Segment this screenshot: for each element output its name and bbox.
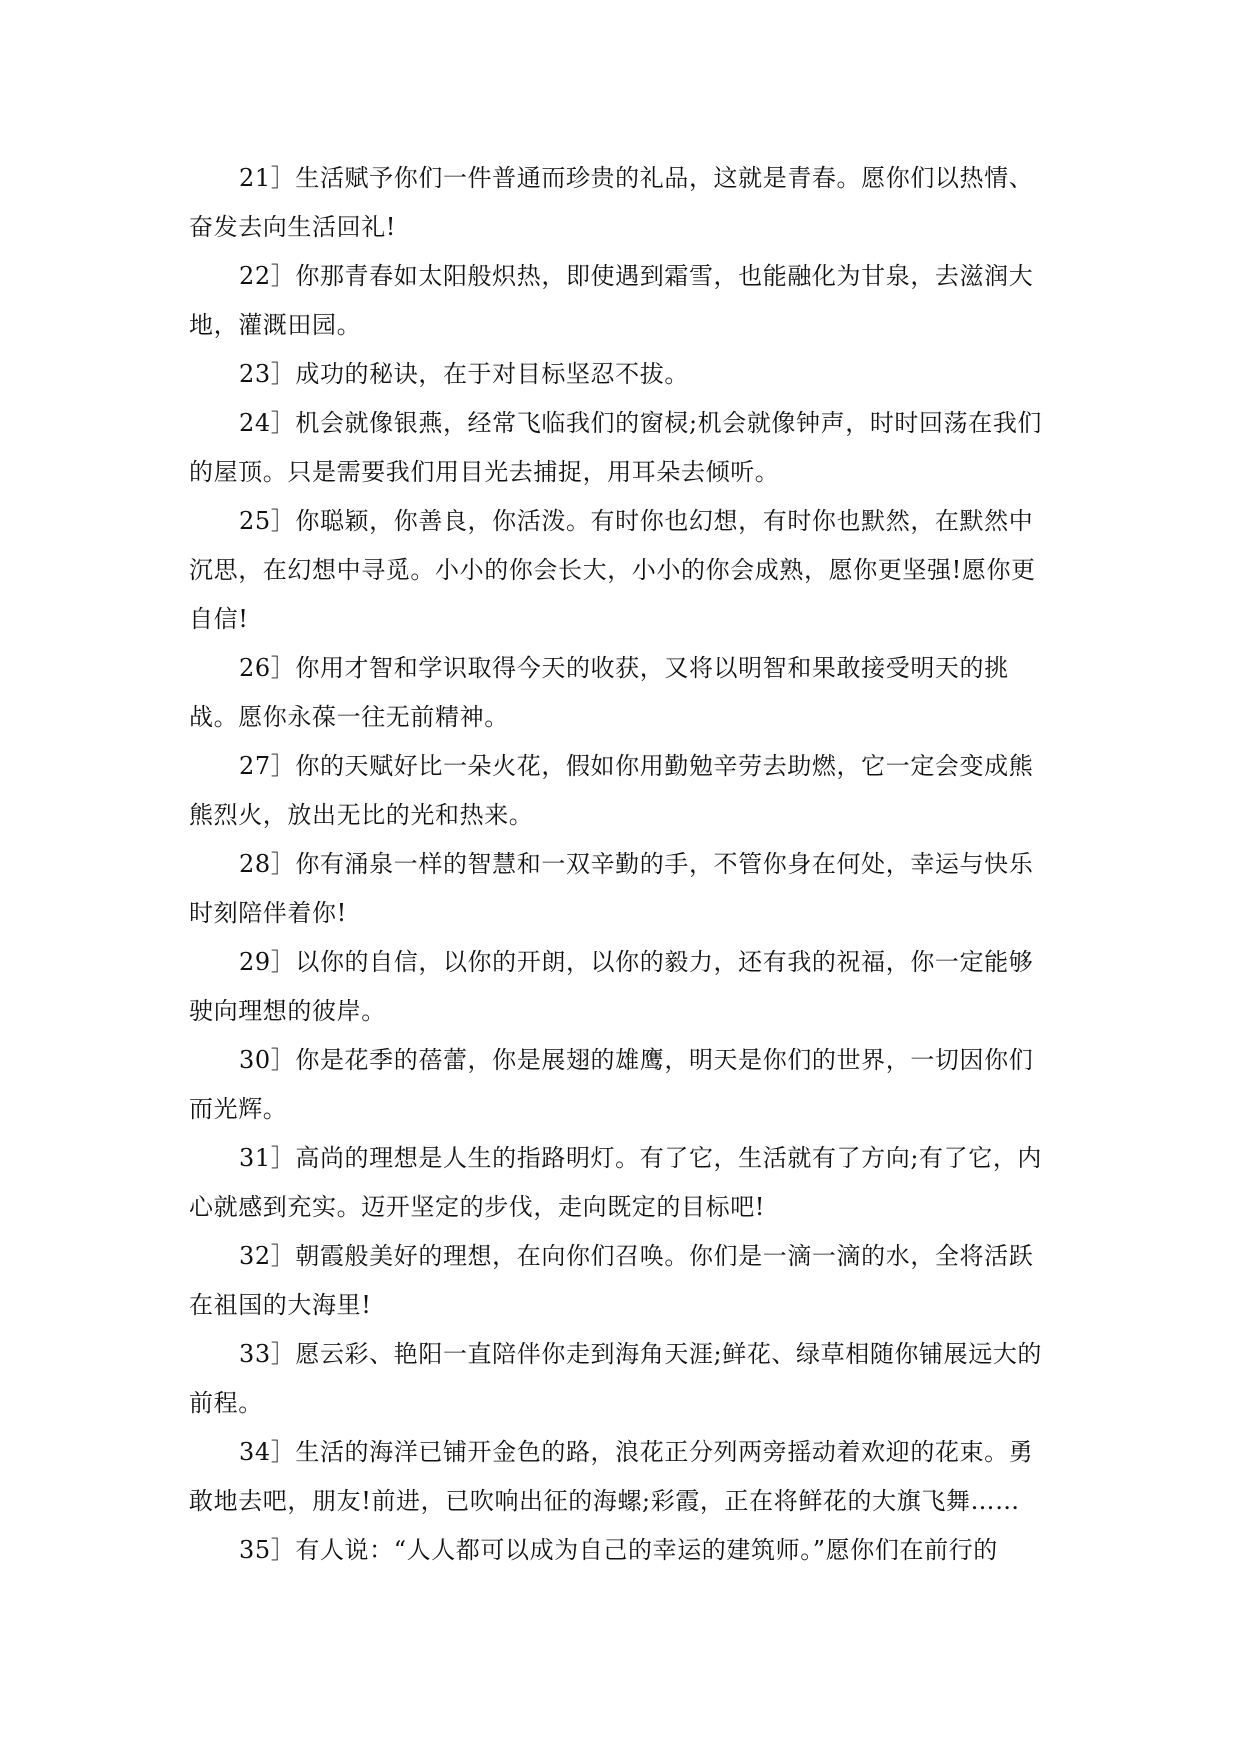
paragraph-26: 26］你用才智和学识取得今天的收获，又将以明智和果敢接受明天的挑战。愿你永葆一往无前精神。 (189, 654, 1009, 731)
paragraph-27: 27］你的天赋好比一朵火花，假如你用勤勉辛劳去助燃，它一定会变成熊熊烈火，放出无比的光和热来。 (189, 752, 1034, 829)
paragraph-35: 35］有人说：“人人都可以成为自己的幸运的建筑师。”愿你们在前行的 (239, 1536, 998, 1564)
paragraph-29: 29］以你的自信，以你的开朗，以你的毅力，还有我的祝福，你一定能够驶向理想的彼岸。 (189, 948, 1034, 1025)
paragraph-25: 25］你聪颖，你善良，你活泼。有时你也幻想，有时你也默然，在默然中沉思，在幻想中寻觅。小小的你会长大，小小的你会成熟，愿你更坚强!愿你更自信! (189, 507, 1036, 633)
paragraph-34: 34］生活的海洋已铺开金色的路，浪花正分列两旁摇动着欢迎的花束。勇敢地去吧，朋友!前进，已吹响出征的海螺;彩霞，正在将鲜花的大旗飞舞…… (189, 1438, 1034, 1515)
paragraph-23: 23］成功的秘诀，在于对目标坚忍不拔。 (239, 360, 689, 388)
paragraph-31: 31］高尚的理想是人生的指路明灯。有了它，生活就有了方向;有了它，内心就感到充实。迈开坚定的步伐，走向既定的目标吧! (189, 1144, 1043, 1221)
paragraph-24: 24］机会就像银燕，经常飞临我们的窗棂;机会就像钟声，时时回荡在我们的屋顶。只是需要我们用目光去捕捉，用耳朵去倾听。 (189, 409, 1043, 486)
paragraph-33: 33］愿云彩、艳阳一直陪伴你走到海角天涯;鲜花、绿草相随你铺展远大的前程。 (189, 1340, 1043, 1417)
paragraph-21: 21］生活赋予你们一件普通而珍贵的礼品，这就是青春。愿你们以热情、奋发去向生活回礼! (189, 164, 1034, 241)
paragraph-28: 28］你有涌泉一样的智慧和一双辛勤的手，不管你身在何处，幸运与快乐时刻陪伴着你! (189, 850, 1034, 927)
document-body (189, 154, 1049, 1575)
paragraph-22: 22］你那青春如太阳般炽热，即使遇到霜雪，也能融化为甘泉，去滋润大地，灌溉田园。 (189, 262, 1034, 339)
paragraph-32: 32］朝霞般美好的理想，在向你们召唤。你们是一滴一滴的水，全将活跃在祖国的大海里! (189, 1242, 1034, 1319)
paragraph-30: 30］你是花季的蓓蕾，你是展翅的雄鹰，明天是你们的世界，一切因你们而光辉。 (189, 1046, 1034, 1123)
